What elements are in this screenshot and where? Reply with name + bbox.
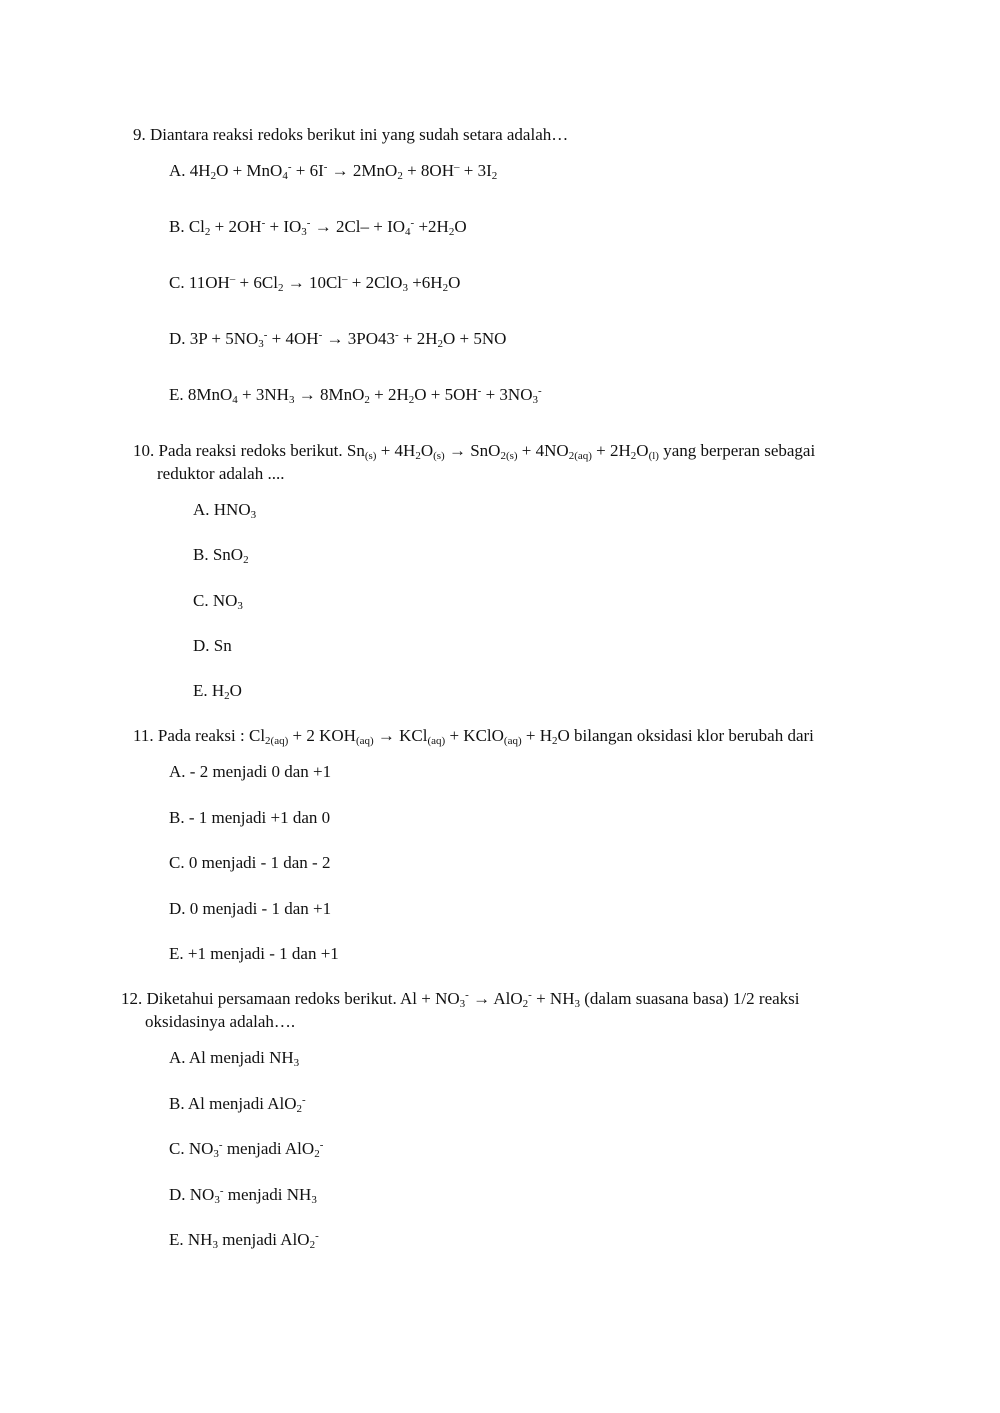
question-12-option-a[interactable]: A. Al menjadi $NH_3$: [169, 1048, 300, 1069]
question-11-stem: 11. Pada reaksi : $Cl_{2(aq)} + 2$ $KOH_{(aq)} \to KCl_{(aq)}$ + KClO$_{(aq)}$ + $H_2O$ bilangan oksidasi klor berubah dari: [133, 726, 814, 747]
question-10-option-a[interactable]: A. $HNO_3$: [193, 500, 257, 521]
question-11-option-a[interactable]: A. - 2 menjadi 0 dan +1: [169, 762, 332, 781]
question-11-option-e[interactable]: E. +1 menjadi - 1 dan +1: [169, 944, 339, 963]
question-10-option-e[interactable]: E. $H_2O$: [193, 681, 242, 702]
question-12-option-b[interactable]: B. Al menjadi AlO$_2$-: [169, 1094, 306, 1115]
question-12-option-e[interactable]: E. $NH_3$ menjadi AlO$_2$-: [169, 1230, 319, 1251]
question-10-option-d[interactable]: D. Sn: [193, 636, 232, 655]
question-9-option-b[interactable]: B. $Cl_2 + 2OH^- + IO_3^- \to 2Cl- + IO_4^- +2H_2O$: [169, 217, 467, 238]
question-10-stem: 10. Pada reaksi redoks berikut. $Sn_{(s)} + 4H_2O_{(s)} \to SnO_{2(s)} + 4NO_{2(aq)} + 2H_2O_{(l)}$ yang berperan sebagai: [133, 441, 816, 462]
question-12-stem-line2: oksidasinya adalah….: [145, 1012, 296, 1031]
question-10-option-b[interactable]: B. SnO$_2$: [193, 545, 249, 566]
question-9-option-c[interactable]: C. $11OH^- + 6Cl_2 \to 10Cl^- + 2ClO_3 +6H_2O$: [169, 273, 461, 294]
question-12-option-c[interactable]: C. $NO_3^-$ menjadi AlO$_2$-: [169, 1139, 324, 1160]
question-10-option-c[interactable]: C. $NO_3$: [193, 591, 243, 612]
question-10-stem-line2: reduktor adalah ....: [157, 464, 285, 483]
question-9-option-e[interactable]: E. $8MnO_4 + 3NH_3 \to 8MnO_2 + 2H_2O + 5OH^- + 3NO_3^-$: [169, 385, 542, 406]
question-12-option-d[interactable]: D. $NO_3^-$ menjadi $NH_3$: [169, 1185, 317, 1206]
question-12-stem: 12. Diketahui persamaan redoks berikut. $Al + NO_3^- \to AlO_2^- + NH_3$ (dalam suasana basa) 1/2 reaksi: [121, 989, 800, 1010]
question-9-stem: 9. Diantara reaksi redoks berikut ini yang sudah setara adalah…: [133, 125, 569, 144]
question-11-option-d[interactable]: D. 0 menjadi - 1 dan +1: [169, 899, 332, 918]
question-11-option-b[interactable]: B. - 1 menjadi +1 dan 0: [169, 808, 331, 827]
question-9-option-d[interactable]: D. $3P + 5NO_3^- + 4OH^- \to 3PO43^- + 2H_2O + 5NO$: [169, 329, 507, 350]
question-9-option-a[interactable]: A. $4H_2O + MnO_4^- + 6I^- \to 2MnO_2 + 8OH^- + 3I_2$: [169, 161, 498, 182]
question-11-option-c[interactable]: C. 0 menjadi - 1 dan - 2: [169, 853, 331, 872]
